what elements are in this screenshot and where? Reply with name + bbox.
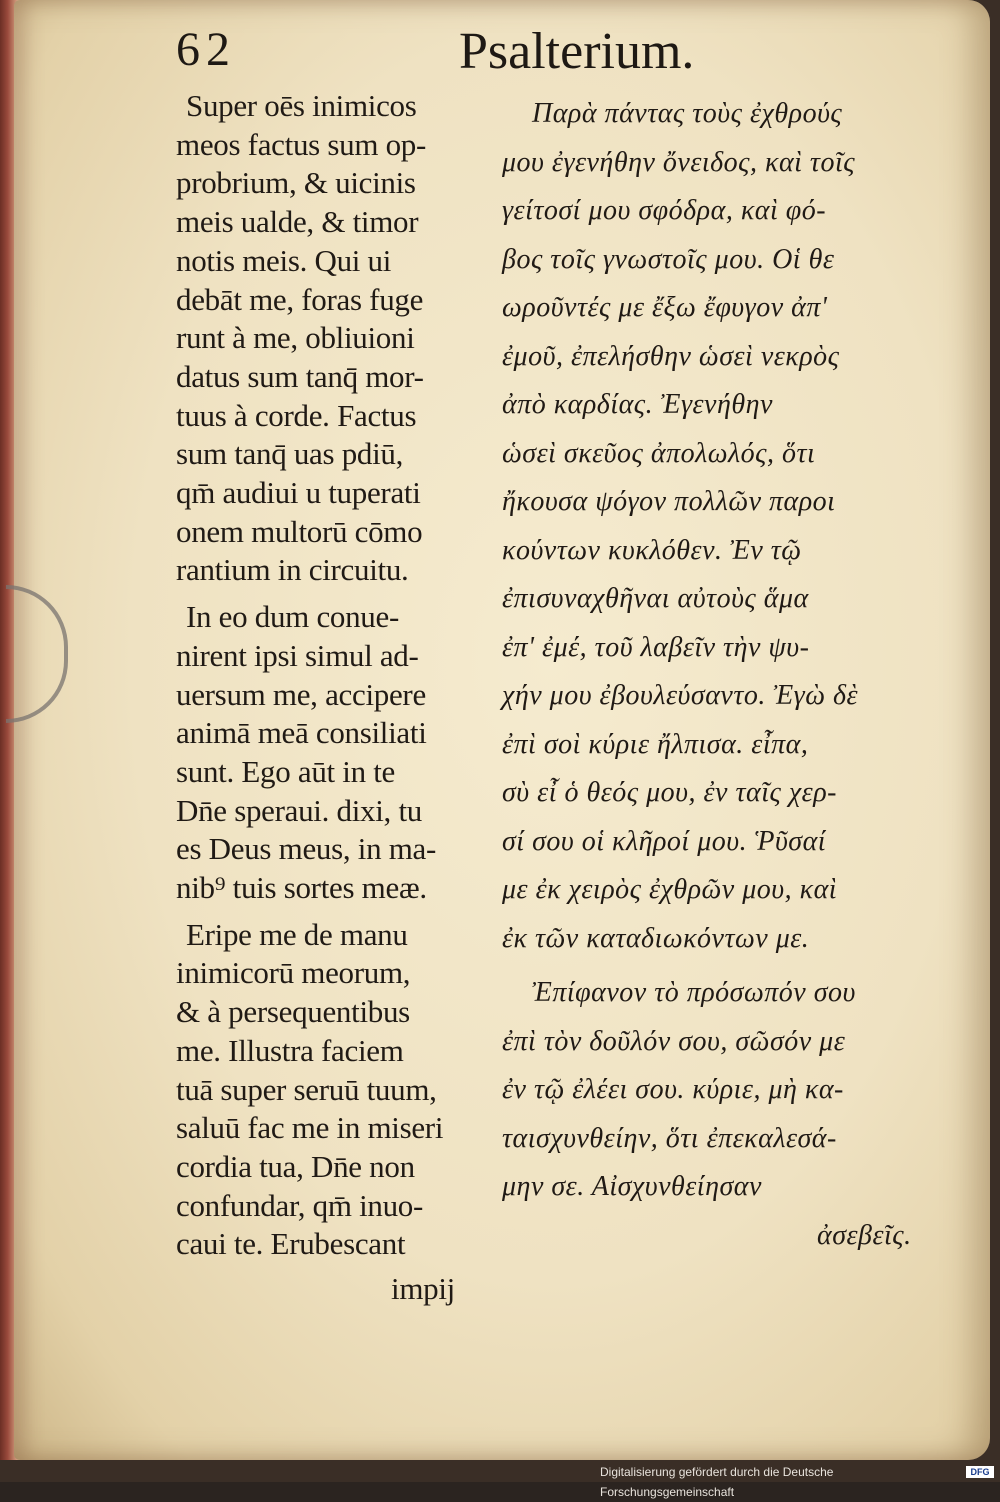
greek-line: σί σου οἱ κλῆροί μου. Ῥῦσαί (502, 825, 827, 857)
latin-line: Eripe me de manu (186, 916, 408, 952)
latin-line: datus sum tanq̄ mor- (176, 358, 424, 394)
page-header (164, 22, 864, 82)
latin-line: tuus à corde. Factus (176, 397, 417, 433)
greek-line: ταισχυνθείην, ὅτι ἐπεκαλεσά- (502, 1122, 837, 1154)
greek-line: ἐκ τῶν καταδιωκόντων με. (502, 922, 810, 954)
latin-line: meos factus sum op- (176, 126, 427, 162)
greek-line: Παρὰ πάντας τοὺς ἐχθρούς (532, 98, 843, 129)
latin-line: inimicorū meorum, (176, 955, 411, 991)
greek-line: ἤκουσα ψόγον πολλῶν παροι (502, 486, 836, 517)
latin-line: saluū fac me in miseri (176, 1110, 444, 1146)
greek-line: ἀπὸ καρδίας. Ἐγενήθην (502, 389, 773, 420)
latin-line: sunt. Ego aūt in te (176, 753, 396, 789)
greek-line: ωροῦντές με ἔξω ἔφυγον ἀπ' (502, 292, 828, 323)
latin-line: probrium, & uicinis (176, 165, 416, 201)
dfg-logo: DFG (966, 1466, 994, 1478)
latin-line: qm̄ audiui u tuperati (176, 475, 421, 510)
greek-line: ἐπὶ σοὶ κύριε ἤλπισα. εἶπα, (502, 728, 809, 760)
latin-line: tuā super seruū tuum, (176, 1071, 437, 1107)
latin-line: nirent ipsi simul ad- (176, 637, 419, 673)
latin-line: rantium in circuitu. (176, 552, 409, 588)
latin-line: caui te. Erubescant (176, 1226, 406, 1262)
running-title: Psalterium. (459, 23, 695, 80)
latin-line: meis ualde, & timor (176, 204, 419, 240)
latin-line: impij (391, 1271, 455, 1306)
greek-line: ἐμοῦ, ἐπελήσθην ὡσεὶ νεκρὸς (502, 340, 840, 372)
binding-ring (6, 585, 68, 723)
latin-line: confundar, qm̄ inuo- (176, 1187, 424, 1223)
latin-line: In eo dum conue- (186, 599, 399, 635)
latin-line: uersum me, accipere (176, 676, 426, 712)
greek-line: ἐπισυναχθῆναι αὐτοὺς ἅμα (502, 583, 809, 614)
latin-line: es Deus meus, in ma- (176, 831, 437, 867)
latin-line: onem multorū cōmo (176, 513, 423, 549)
greek-line: ἐπὶ τὸν δοῦλόν σου, σῶσόν με (502, 1025, 846, 1057)
greek-line: με ἐκ χειρὸς ἐχθρῶν μου, καὶ (502, 874, 838, 905)
latin-line: Super oēs inimicos (186, 88, 417, 123)
latin-line: runt à me, obliuioni (176, 320, 415, 356)
latin-line: sum tanq̄ uas pdiū, (176, 436, 404, 472)
page-number: 62 (176, 23, 236, 76)
footer-credit: Digitalisierung gefördert durch die Deutsche Forschungsgemeinschaft (600, 1465, 834, 1499)
latin-line: debāt me, foras fuge (176, 281, 424, 317)
greek-line: ἐν τῷ ἐλέει σου. κύριε, μὴ κα- (502, 1074, 844, 1105)
greek-line: βος τοῖς γνωστοῖς μου. Οἱ θε (502, 243, 835, 275)
latin-line: me. Illustra faciem (176, 1032, 404, 1068)
digitization-footer (600, 1462, 1000, 1499)
page-sheet (14, 0, 990, 1460)
latin-line: notis meis. Qui ui (176, 242, 392, 278)
greek-line: μην σε. Αἰσχυνθείησαν (502, 1171, 762, 1202)
greek-line: ἐπ' ἐμέ, τοῦ λαβεῖν τὴν ψυ- (502, 631, 810, 663)
greek-line: κούντων κυκλόθεν. Ἐν τῷ (502, 534, 802, 566)
greek-line: χήν μου ἐβουλεύσαντο. Ἐγὼ δὲ (502, 680, 859, 711)
greek-line: μου ἐγενήθην ὄνειδος, καὶ τοῖς (502, 146, 856, 178)
greek-line: ἀσεβεῖς. (817, 1219, 912, 1251)
greek-line: Ἐπίφανον τὸ πρόσωπόν σου (532, 977, 856, 1008)
latin-line: Dn̄e speraui. dixi, tu (176, 792, 422, 828)
latin-line: nib⁹ tuis sortes meæ. (176, 870, 427, 905)
greek-line: σὺ εἶ ὁ θεός μου, ἐν ταῖς χερ- (502, 777, 837, 808)
latin-line: animā meā consiliati (176, 715, 427, 751)
latin-line: & à persequentibus (176, 994, 410, 1030)
latin-line: cordia tua, Dn̄e non (176, 1148, 415, 1184)
greek-line: ὡσεὶ σκεῦος ἀπολωλός, ὅτι (502, 437, 816, 469)
greek-line: γείτοσί μου σφόδρα, καὶ φό- (502, 195, 827, 226)
